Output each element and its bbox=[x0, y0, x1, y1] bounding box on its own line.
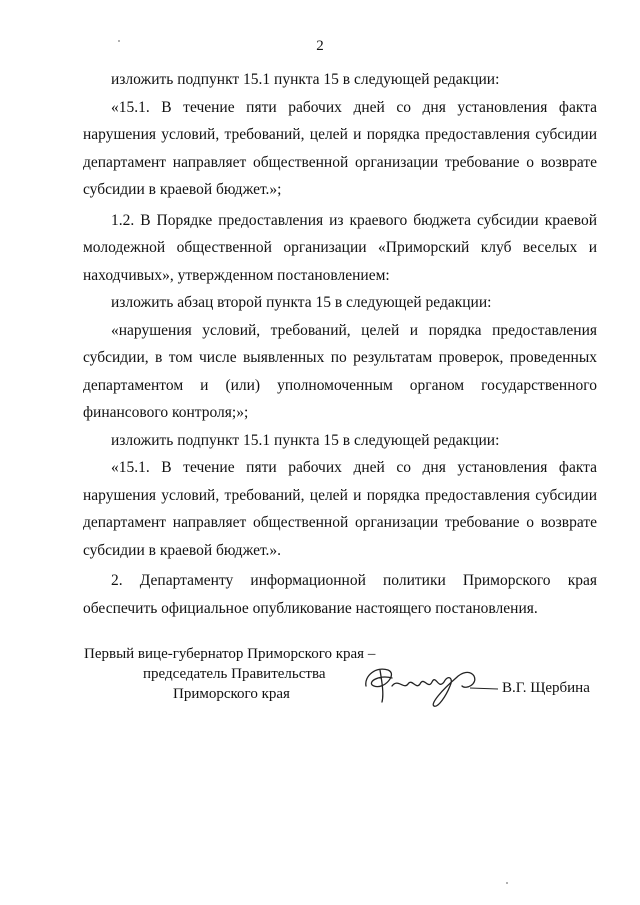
paragraph: «нарушения условий, требований, целей и порядка предоставления субсидии, в том числе выявленных по результатам проверок, проведенных департаментом и (или) уполномоченным органом государственного финансового контроля;»; bbox=[83, 321, 597, 421]
paragraph: изложить подпункт 15.1 пункта 15 в следующей редакции: bbox=[111, 431, 500, 449]
handwritten-signature bbox=[358, 656, 498, 716]
signatory-title bbox=[84, 644, 376, 704]
paragraph: 1.2. В Порядке предоставления из краевого бюджета субсидии краевой молодежной общественной организации «Приморский клуб веселых и находчивых», утвержденном постановлением: bbox=[83, 211, 597, 284]
paragraph: изложить абзац второй пункта 15 в следующей редакции: bbox=[111, 294, 492, 311]
signatory-title-line: Приморского края bbox=[173, 686, 290, 702]
scan-speck bbox=[506, 882, 508, 884]
paragraph: изложить подпункт 15.1 пункта 15 в следующей редакции: bbox=[111, 71, 500, 88]
paragraph: «15.1. В течение пяти рабочих дней со дня установления факта нарушения условий, требований, целей и порядка предоставления субсидии департамент направляет общественной организации требование о возврате субсидии в краевой бюджет.»; bbox=[83, 98, 597, 198]
signatory-title-line: председатель Правительства bbox=[143, 666, 326, 682]
document-body bbox=[83, 66, 597, 622]
paragraph: «15.1. В течение пяти рабочих дней со дня установления факта нарушения условий, требований, целей и порядка предоставления субсидии департамент направляет общественной организации требование о возврате субсидии в краевой бюджет.». bbox=[83, 459, 597, 559]
paragraph: 2. Департаменту информационной политики Приморского края обеспечить официальное опубликование настоящего постановления. bbox=[83, 572, 597, 617]
signatory-title-line: Первый вице-губернатор Приморского края – bbox=[84, 646, 376, 662]
page-number: 2 bbox=[316, 38, 324, 54]
signatory-name: В.Г. Щербина bbox=[502, 680, 590, 696]
